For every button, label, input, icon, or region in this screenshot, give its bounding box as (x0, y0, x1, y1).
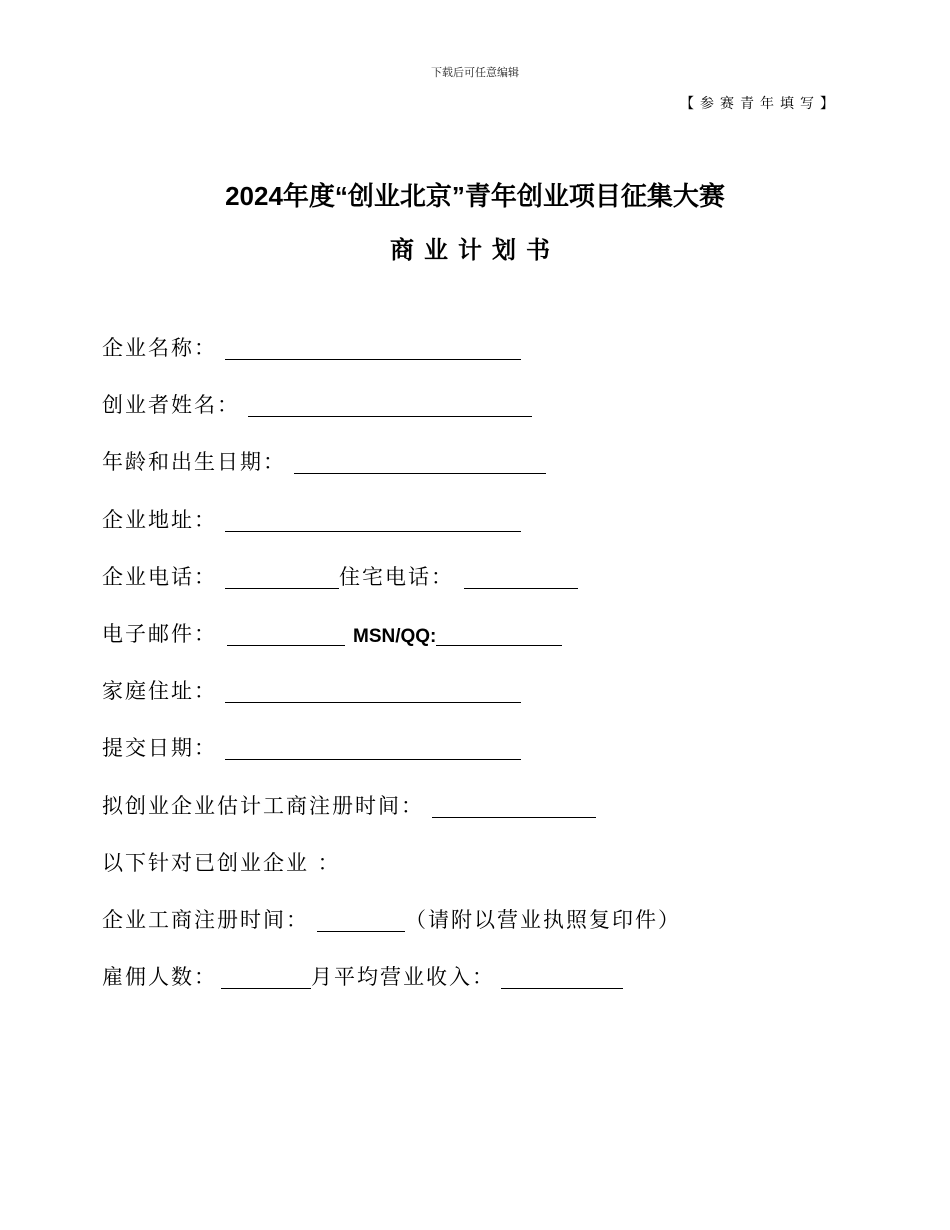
planned-registration-blank[interactable] (432, 791, 596, 818)
employees-blank[interactable] (221, 962, 311, 989)
planned-registration-label: 拟创业企业估计工商注册时间： (102, 794, 424, 818)
existing-company-note: 以下针对已创业企业 ： (102, 851, 341, 875)
age-birth-blank[interactable] (294, 447, 546, 474)
home-phone-blank[interactable] (464, 562, 578, 589)
founder-name-blank[interactable] (248, 390, 532, 417)
license-copy-note: （请附以营业执照复印件） (405, 908, 681, 932)
submit-date-label: 提交日期： (102, 736, 217, 760)
submit-date-row (102, 728, 521, 762)
registration-time-blank[interactable] (317, 905, 405, 932)
home-address-blank[interactable] (225, 676, 521, 703)
employees-label: 雇佣人数： (102, 965, 217, 989)
company-address-row (102, 500, 521, 534)
registration-time-row (102, 900, 681, 934)
home-phone-label: 住宅电话： (339, 565, 454, 589)
document-title: 商业计划书 (390, 236, 560, 264)
home-address-label: 家庭住址： (102, 679, 217, 703)
email-row (102, 614, 562, 648)
participant-fill-tag: 【参赛青年填写】 (680, 96, 840, 112)
download-note: 下载后可任意编辑 (431, 66, 519, 79)
submit-date-blank[interactable] (225, 733, 521, 760)
company-name-label: 企业名称： (102, 336, 217, 360)
monthly-income-label: 月平均营业收入： (311, 965, 495, 989)
monthly-income-blank[interactable] (501, 962, 623, 989)
company-phone-label: 企业电话： (102, 565, 217, 589)
company-address-blank[interactable] (225, 505, 521, 532)
email-label: 电子邮件： (102, 622, 217, 646)
company-name-blank[interactable] (225, 333, 521, 360)
founder-name-row (102, 385, 532, 419)
planned-registration-row (102, 786, 596, 820)
msn-qq-label: MSN/QQ: (353, 626, 437, 647)
phone-row (102, 557, 578, 591)
existing-company-row (102, 843, 341, 877)
email-blank[interactable] (227, 619, 345, 646)
employees-income-row (102, 957, 623, 991)
home-address-row (102, 671, 521, 705)
msn-qq-blank[interactable] (436, 619, 562, 646)
age-birth-row (102, 442, 546, 476)
company-phone-blank[interactable] (225, 562, 339, 589)
founder-name-label: 创业者姓名： (102, 393, 240, 417)
age-birth-label: 年龄和出生日期： (102, 450, 286, 474)
contest-title: 2024年度“创业北京”青年创业项目征集大赛 (225, 181, 725, 211)
company-address-label: 企业地址： (102, 508, 217, 532)
registration-time-label: 企业工商注册时间： (102, 908, 309, 932)
company-name-row (102, 328, 521, 362)
